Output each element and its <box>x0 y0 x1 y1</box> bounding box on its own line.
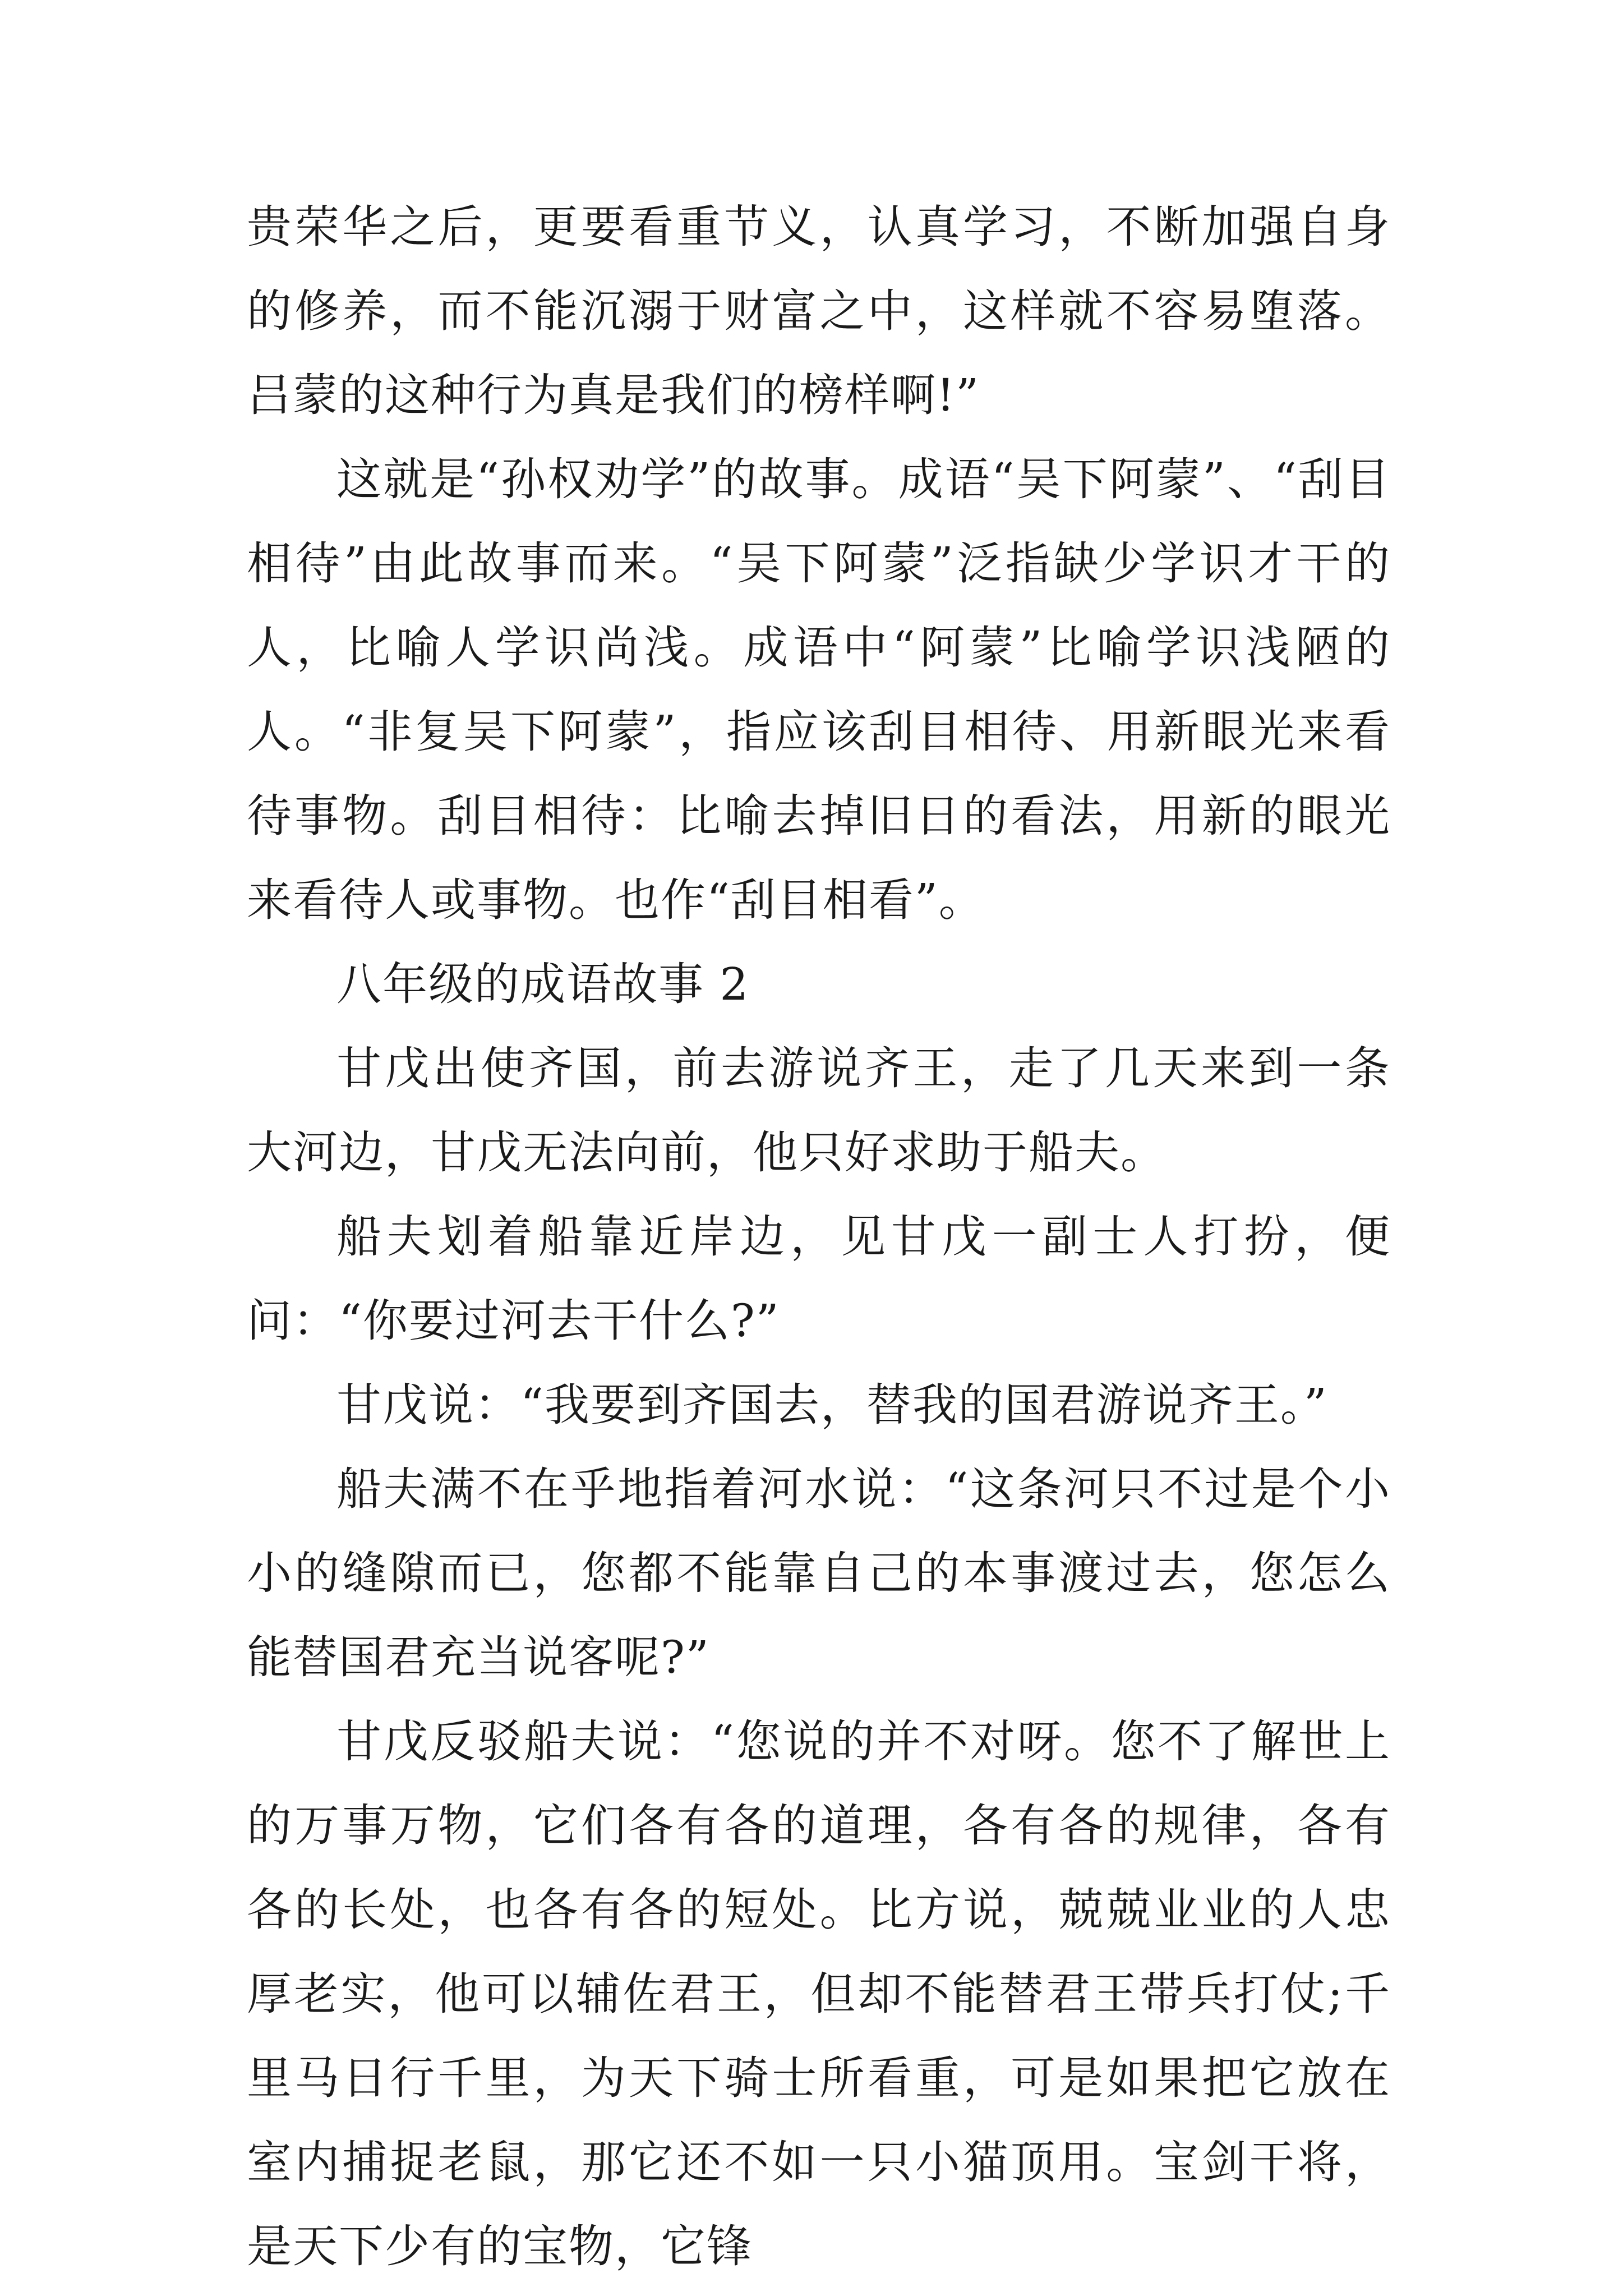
paragraph-2: 这就是“孙权劝学”的故事。成语“吴下阿蒙”、“刮目相待”由此故事而来。“吴下阿蒙”泛指缺少学识才干的人，比喻人学识尚浅。成语中“阿蒙”比喻学识浅陋的人。“非复吴下阿蒙”，指应该刮目相待、用新眼光来看待事物。刮目相待：比喻去掉旧日的看法，用新的眼光来看待人或事物。也作“刮目相看”。 <box>247 453 1391 926</box>
paragraph-5: 甘戊说：“我要到齐国去，替我的国君游说齐王。” <box>336 1379 1328 1431</box>
paragraph-1: 贵荣华之后，更要看重节义，认真学习，不断加强自身的修养，而不能沉溺于财富之中，这样就不容易堕落。吕蒙的这种行为真是我们的榜样啊!” <box>247 201 1391 421</box>
paragraph-6: 船夫满不在乎地指着河水说：“这条河只不过是个小小的缝隙而已，您都不能靠自己的本事渡过去，您怎么能替国君充当说客呢?” <box>247 1463 1391 1683</box>
document-body <box>247 185 1391 2289</box>
paragraph-4: 船夫划着船靠近岸边，见甘戊一副士人打扮，便问：“你要过河去干什么?” <box>247 1211 1391 1347</box>
paragraph-3: 甘戊出使齐国，前去游说齐王，走了几天来到一条大河边，甘戊无法向前，他只好求助于船夫。 <box>247 1042 1391 1179</box>
section-heading: 八年级的成语故事 2 <box>336 958 750 1010</box>
paragraph-7: 甘戊反驳船夫说：“您说的并不对呀。您不了解世上的万事万物，它们各有各的道理，各有各的规律，各有各的长处，也各有各的短处。比方说，兢兢业业的人忠厚老实，他可以辅佐君王，但却不能替君王带兵打仗;千里马日行千里，为天下骑士所看重，可是如果把它放在室内捕捉老鼠，那它还不如一只小猫顶用。宝剑干将，是天下少有的宝物，它锋 <box>247 1715 1391 2272</box>
